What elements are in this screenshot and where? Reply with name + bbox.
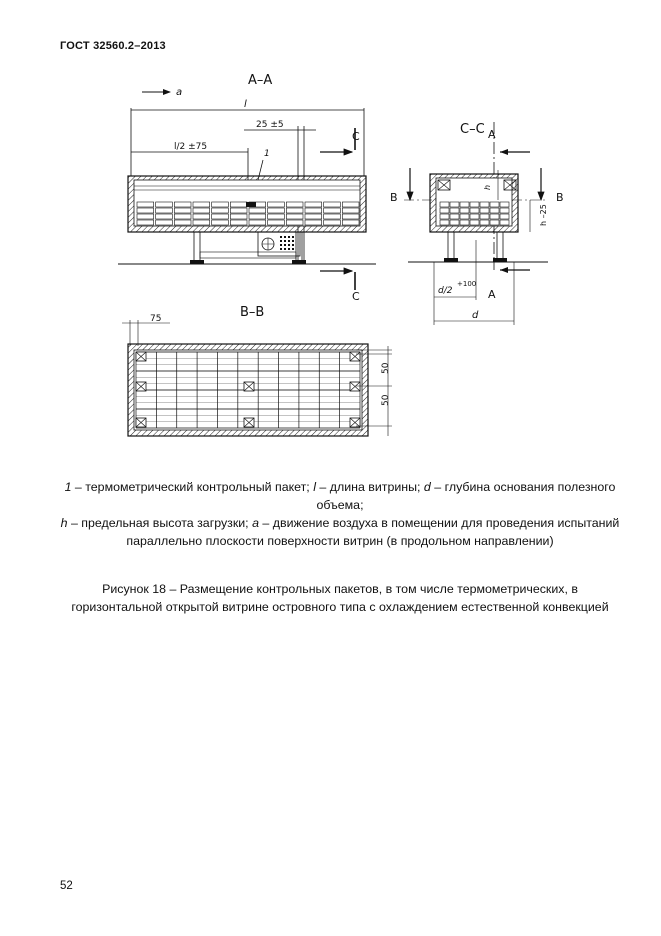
view-b-b: [122, 305, 392, 436]
section-b-right: В: [556, 191, 564, 204]
figure-caption: Рисунок 18 – Размещение контрольных пакетов, в том числе термометрических, в горизонтальной открытой витрине островного типа с охлаждением естественной конвекцией: [71, 582, 609, 614]
half-depth-label: d/2: [438, 286, 453, 296]
page-number: 52: [60, 880, 73, 892]
half-depth-tol-label: +100: [457, 280, 477, 288]
legend-line-1: 1 – термометрический контрольный пакет; l – длина витрины; d – глубина основания полезного объема;: [64, 480, 616, 512]
figure-legend: [60, 478, 620, 550]
view-a-a-title: А–А: [248, 73, 273, 88]
section-a-top: А: [488, 128, 496, 141]
section-c-top: С: [352, 130, 360, 143]
legend-line-2: h – предельная высота загрузки; a – движение воздуха в помещении для проведения испытаний параллельно плоскости поверхности витрин (в продольном направлении): [60, 516, 620, 548]
section-a-bottom: А: [488, 288, 496, 301]
spacing-50a-label: 50: [381, 362, 391, 374]
half-length-label: l/2 ±75: [174, 142, 208, 152]
view-c-c-title: С–С: [460, 122, 485, 137]
document-header: ГОСТ 32560.2–2013: [60, 40, 166, 52]
height-label: h: [483, 184, 492, 190]
air-flow-label: a: [176, 87, 183, 98]
height-tol-label: h –25: [539, 204, 548, 226]
packet-number-label: 1: [264, 149, 270, 159]
view-c-c: [390, 122, 564, 325]
spacing-75-label: 75: [150, 314, 162, 324]
view-a-a: [118, 73, 376, 303]
section-b-left: В: [390, 191, 398, 204]
offset-label: 25 ±5: [256, 120, 284, 130]
section-c-bottom: С: [352, 290, 360, 303]
spacing-50b-label: 50: [381, 394, 391, 406]
depth-label: d: [472, 310, 479, 321]
length-label: l: [244, 99, 247, 110]
view-b-b-title: В–В: [240, 305, 265, 320]
